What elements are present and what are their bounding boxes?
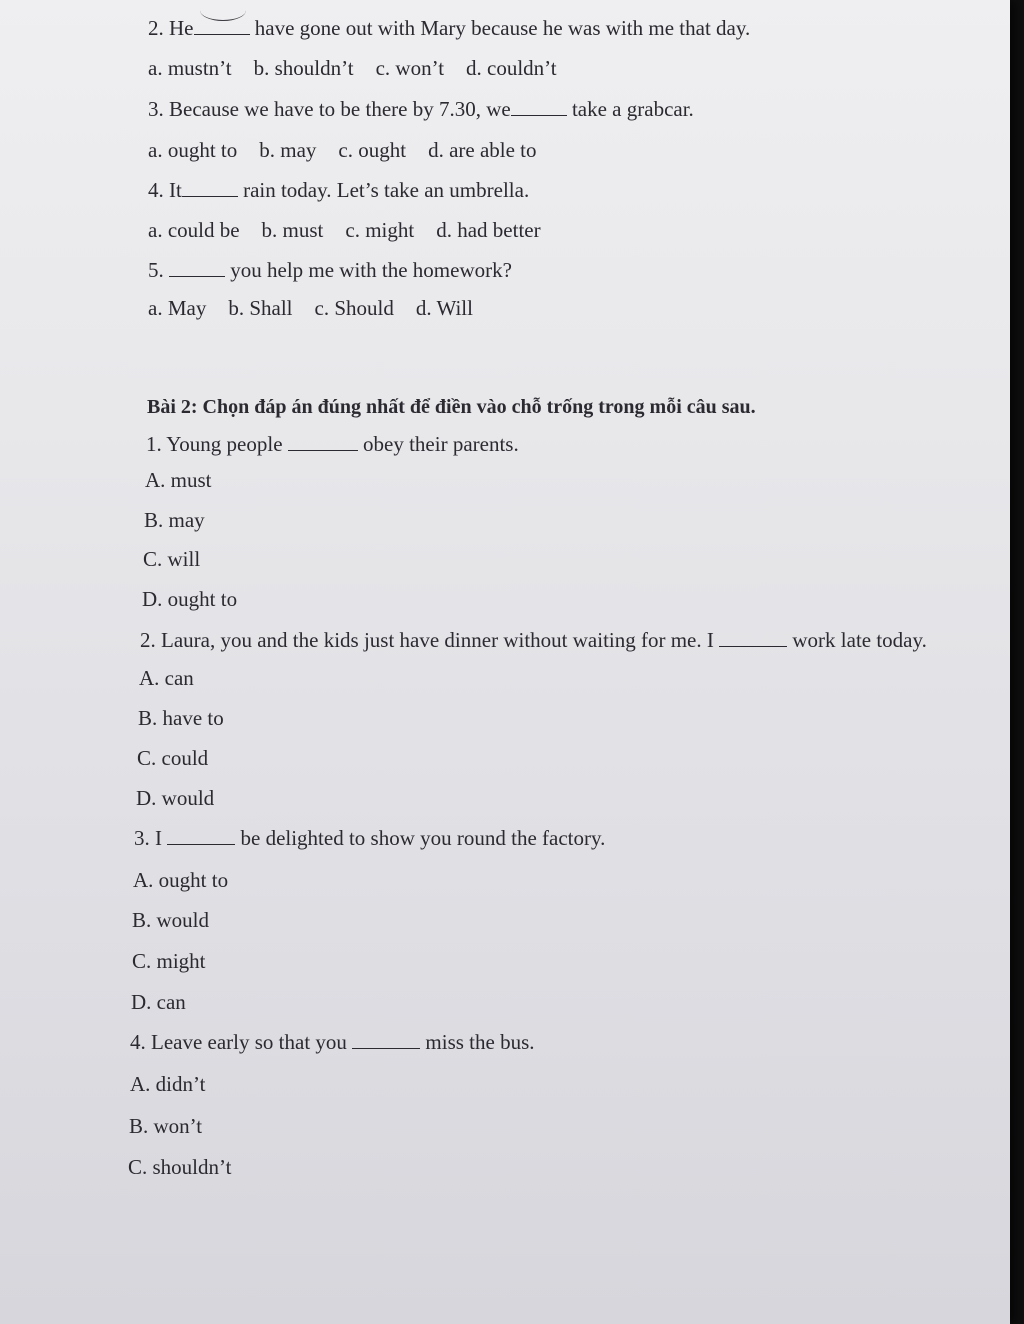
option[interactable]: c. Should xyxy=(314,296,394,320)
p2-option[interactable]: C. shouldn’t xyxy=(128,1155,232,1179)
p2-option[interactable]: C. could xyxy=(137,746,209,770)
option[interactable]: b. may xyxy=(259,138,317,162)
p1-options-5 xyxy=(148,298,495,319)
option[interactable]: d. couldn’t xyxy=(466,56,557,80)
p2-option[interactable]: B. would xyxy=(132,908,210,932)
p2-question-4: 4. Leave early so that you miss the bus. xyxy=(130,1030,535,1054)
option[interactable]: b. must xyxy=(261,218,324,242)
p2-option[interactable]: B. have to xyxy=(138,706,224,730)
option[interactable]: a. mustn’t xyxy=(148,56,232,80)
section-heading: Bài 2: Chọn đáp án đúng nhất để điền vào chỗ trống trong mỗi câu sau. xyxy=(147,396,756,418)
p1-options-3 xyxy=(148,140,559,161)
option[interactable]: a. ought to xyxy=(148,138,238,162)
p2-option[interactable]: A. ought to xyxy=(133,868,229,892)
option[interactable]: d. Will xyxy=(415,296,473,320)
p2-option[interactable]: A. must xyxy=(145,468,212,492)
answer-blank[interactable] xyxy=(352,1047,420,1049)
option[interactable]: c. might xyxy=(345,218,415,242)
option[interactable]: a. May xyxy=(148,296,207,320)
p2-option[interactable]: A. didn’t xyxy=(130,1072,206,1096)
p2-option[interactable]: D. can xyxy=(131,990,186,1014)
answer-blank[interactable] xyxy=(194,33,250,35)
p1-question-2: 2. He have gone out with Mary because he was with me that day. xyxy=(148,16,751,40)
option[interactable]: c. won’t xyxy=(375,56,445,80)
p1-options-4 xyxy=(148,220,563,241)
answer-blank[interactable] xyxy=(167,843,235,845)
p1-question-5: 5. you help me with the homework? xyxy=(148,258,512,282)
p2-option[interactable]: D. would xyxy=(136,786,215,810)
p1-options-2 xyxy=(148,58,579,79)
answer-blank[interactable] xyxy=(511,114,567,116)
option[interactable]: d. had better xyxy=(436,218,541,242)
p2-question-3: 3. I be delighted to show you round the factory. xyxy=(134,826,606,850)
option[interactable]: a. could be xyxy=(148,218,240,242)
answer-blank[interactable] xyxy=(288,449,358,451)
p2-question-1: 1. Young people obey their parents. xyxy=(146,432,519,456)
p2-option[interactable]: D. ought to xyxy=(142,587,238,611)
option[interactable]: b. shouldn’t xyxy=(253,56,354,80)
option[interactable]: b. Shall xyxy=(228,296,293,320)
answer-blank[interactable] xyxy=(169,275,225,277)
p2-option[interactable]: A. can xyxy=(139,666,194,690)
p2-option[interactable]: B. may xyxy=(144,508,205,532)
option[interactable]: d. are able to xyxy=(428,138,537,162)
p2-option[interactable]: C. will xyxy=(143,547,201,571)
answer-blank[interactable] xyxy=(719,645,787,647)
p2-option[interactable]: C. might xyxy=(132,949,206,973)
p1-question-4: 4. It rain today. Let’s take an umbrella. xyxy=(148,178,530,202)
answer-blank[interactable] xyxy=(182,195,238,197)
p2-option[interactable]: B. won’t xyxy=(129,1114,203,1138)
p1-question-3: 3. Because we have to be there by 7.30, we take a grabcar. xyxy=(148,97,694,121)
p2-question-2: 2. Laura, you and the kids just have dinner without waiting for me. I work late today. xyxy=(140,628,927,652)
option[interactable]: c. ought xyxy=(338,138,407,162)
